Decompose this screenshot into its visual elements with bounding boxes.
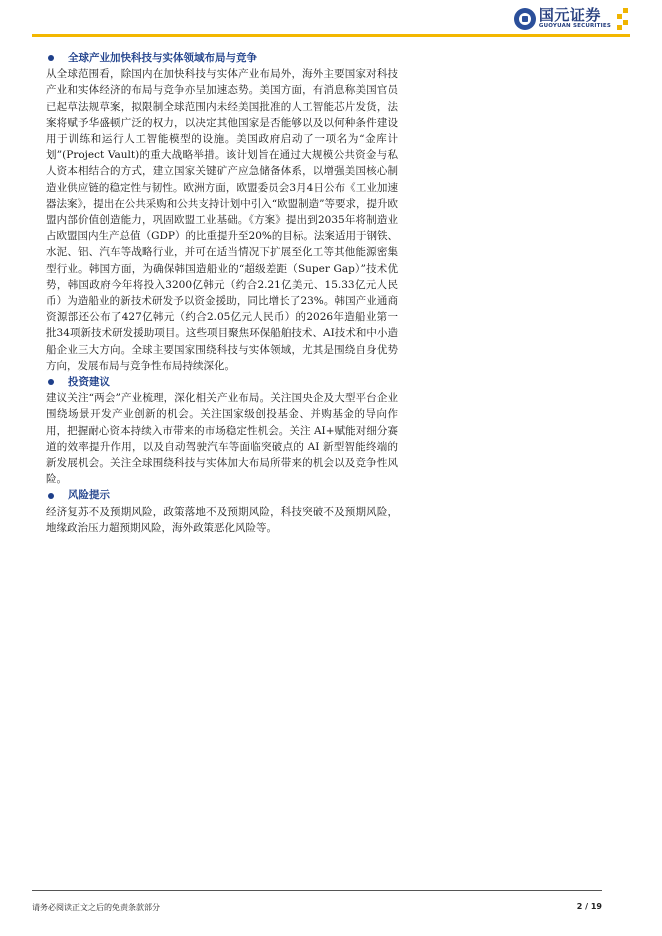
report-content [46,50,398,536]
footer-disclaimer: 请务必阅读正文之后的免责条款部分 [32,903,160,912]
section-body-global-industry: 从全球范围看，除国内在加快科技与实体产业布局外，海外主要国家对科技产业和实体经济的布局与竞争亦呈加速态势。美国方面，有消息称美国官员已起草法规草案，拟限制全球范围内未经美国批准的人工智能芯片发货，法案将赋予华盛顿广泛的权力，以决定其他国家是否能够以及以何种条件建设用于训练和运行人工智能模型的设施。美国政府启动了一项名为“金库计划”(Project Vault)的重大战略举措。该计划旨在通过大规模公共资金与私人资本相结合的方式，建立国家关键矿产应急储备体系，以增强美国核心制造业供应链的稳定性与韧性。欧洲方面，欧盟委员会3月4日公布《工业加速器法案》，提出在公共采购和公共支持计划中引入“欧盟制造”等要求，提升欧盟内部价值创造能力，巩固欧盟工业基础。《方案》提出到2035年将制造业占欧盟国内生产总值（GDP）的比重提升至20%的目标。法案适用于钢铁、水泥、铝、汽车等战略行业，并可在适当情况下扩展至化工等其他能源密集型行业。韩国方面，为确保韩国造船业的“超级差距（Super Gap）”技术优势，韩国政府今年将投入3200亿韩元（约合2.21亿美元、15.33亿元人民币）为造船业的新技术研发予以资金援助，同比增长了23%。韩国产业通商资源部还公布了427亿韩元（约合2.05亿元人民币）的2026年造船业第一批34项新技术研发援助项目。这些项目聚焦环保船舶技术、AI技术和中小造船企业三大方向。全球主要国家围绕科技与实体领域，尤其是围绕自身优势方向，发展布局与竞争性布局持续深化。 [46,68,398,372]
logo-chinese-name: 国元证券 [538,6,601,25]
company-logo [514,6,630,32]
logo-flag-icon [614,8,630,30]
section-heading-investment-advice [46,374,398,390]
section-heading-global-industry [46,50,398,66]
logo-mark-icon [514,8,536,30]
section-title: 全球产业加快科技与实体领域布局与竞争 [68,52,257,64]
logo-text [539,8,611,30]
section-title: 风险提示 [68,489,110,502]
header-rule [32,34,630,37]
section-body-risk-warning: 经济复苏不及预期风险，政策落地不及预期风险，科技突破不及预期风险，地缘政治压力超预期风险，海外政策恶化风险等。 [46,505,398,534]
section-body-investment-advice: 建议关注“两会”产业梳理，深化相关产业布局。关注国央企及大型平台企业围绕场景开发产业创新的机会。关注国家级创投基金、并购基金的导向作用，把握耐心资本持续入市带来的市场稳定性机会。关注 AI+赋能对细分赛道的效率提升作用，以及自动驾驶汽车等面临突破点的 AI 新型智能终端的新发展机会。关注全球围绕科技与实体加大布局所带来的机会以及竞争性风险。 [46,392,398,486]
bullet-icon [48,55,54,61]
footer-rule [32,890,602,891]
bullet-icon [48,379,54,385]
page-number: 2 / 19 [576,902,602,911]
section-heading-risk-warning [46,487,398,503]
logo-english-name: GUOYUAN SECURITIES [538,23,611,30]
bullet-icon [48,493,54,499]
section-title: 投资建议 [68,376,110,389]
